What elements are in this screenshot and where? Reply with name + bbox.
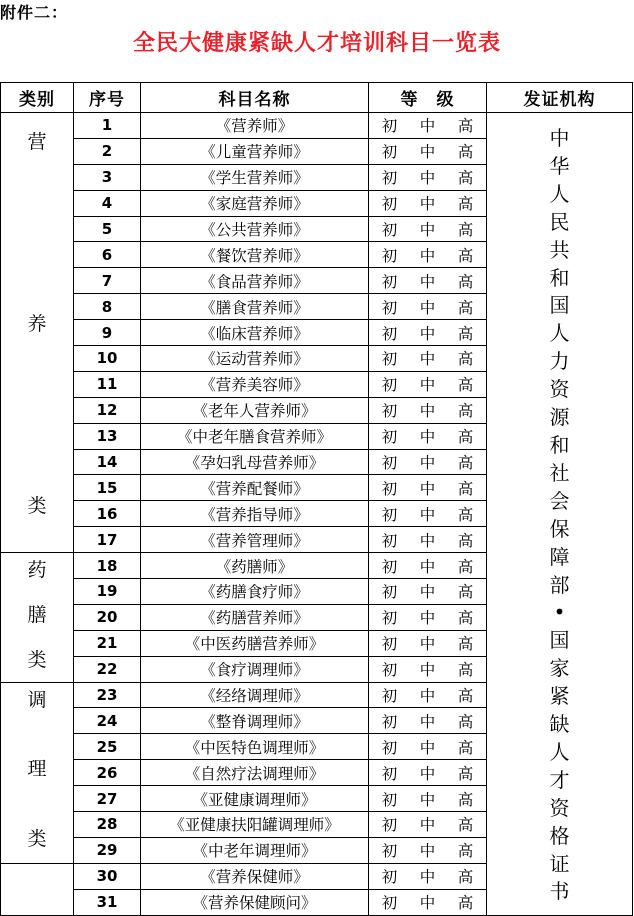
- header-category: 类别: [1, 83, 74, 113]
- level-value: 中: [419, 428, 436, 447]
- level-value: 初: [381, 531, 398, 550]
- issuer-char: 格: [549, 823, 570, 848]
- level-value: 中: [419, 531, 436, 550]
- issuer-char: 和: [549, 265, 570, 290]
- row-number: 19: [74, 579, 141, 605]
- issuer-char: 中: [549, 126, 570, 150]
- subject-name: 《亚健康调理师》: [141, 786, 369, 812]
- level-value: 高: [457, 764, 474, 783]
- level-value: 高: [457, 868, 474, 887]
- level-value: 中: [419, 687, 436, 706]
- level-value: 中: [419, 376, 436, 395]
- subject-name: 《运动营养师》: [141, 346, 369, 372]
- row-number: 16: [74, 501, 141, 527]
- issuer-char: 书: [549, 879, 570, 904]
- issuer-char: 部: [549, 572, 570, 597]
- level-value: 初: [381, 454, 398, 473]
- level-value: 中: [419, 609, 436, 628]
- row-number: 18: [74, 553, 141, 579]
- level-value: 初: [381, 661, 398, 680]
- level-cell: [369, 682, 487, 708]
- level-value: 高: [457, 402, 474, 421]
- level-cell: [369, 812, 487, 838]
- level-cell: [369, 837, 487, 863]
- category-cell: [1, 682, 74, 863]
- row-number: 2: [74, 138, 141, 164]
- level-cell: [369, 527, 487, 553]
- level-value: 中: [419, 842, 436, 861]
- level-value: 中: [419, 816, 436, 835]
- header-row: [1, 83, 633, 113]
- subject-name: 《营养美容师》: [141, 371, 369, 397]
- subject-name: 《药膳营养师》: [141, 604, 369, 630]
- row-number: 30: [74, 863, 141, 889]
- level-value: 中: [419, 272, 436, 291]
- level-value: 中: [419, 246, 436, 265]
- level-value: 中: [419, 221, 436, 239]
- level-value: 高: [457, 712, 474, 731]
- row-number: 29: [74, 837, 141, 863]
- issuer-char: 紧: [549, 684, 570, 709]
- level-cell: [369, 786, 487, 812]
- level-value: 初: [381, 272, 398, 291]
- level-cell: [369, 656, 487, 682]
- issuer-char: 华: [549, 153, 570, 178]
- level-cell: [369, 346, 487, 372]
- level-value: 高: [457, 557, 474, 576]
- subject-name: 《营养配餐师》: [141, 475, 369, 501]
- row-number: 1: [74, 113, 141, 139]
- level-value: 高: [457, 221, 474, 239]
- category-char: 类: [27, 827, 47, 850]
- subject-name: 《中医药膳营养师》: [141, 630, 369, 656]
- level-cell: [369, 604, 487, 630]
- subject-name: 《餐饮营养师》: [141, 242, 369, 268]
- level-value: 中: [419, 557, 436, 576]
- row-number: 5: [74, 216, 141, 242]
- level-cell: [369, 320, 487, 346]
- issuer-char: 力: [549, 349, 570, 374]
- level-value: 中: [419, 298, 436, 317]
- row-number: 12: [74, 397, 141, 423]
- level-value: 中: [419, 324, 436, 343]
- level-cell: [369, 760, 487, 786]
- level-value: 初: [381, 609, 398, 628]
- issuer-char: 家: [549, 656, 570, 681]
- level-value: 高: [457, 687, 474, 706]
- level-cell: [369, 708, 487, 734]
- issuer-text: [487, 113, 632, 906]
- issuer-char: 人: [549, 321, 570, 346]
- issuer-char: 人: [549, 181, 570, 206]
- level-cell: [369, 889, 487, 915]
- category-cell: [1, 553, 74, 682]
- level-value: 中: [419, 505, 436, 524]
- document-title: 全民大健康紧缺人才培训科目一览表: [132, 31, 501, 56]
- issuer-char: 才: [549, 767, 570, 792]
- level-value: 高: [457, 479, 474, 498]
- issuer-cell: [487, 113, 633, 916]
- header-level: 等 级: [369, 83, 487, 113]
- category-char: 营: [27, 131, 47, 153]
- category-char: 类: [27, 648, 47, 671]
- row-number: 25: [74, 734, 141, 760]
- level-value: 高: [457, 454, 474, 473]
- row-number: 20: [74, 604, 141, 630]
- issuer-char: 资: [549, 795, 570, 820]
- level-cell: [369, 863, 487, 889]
- level-cell: [369, 164, 487, 190]
- level-value: 初: [381, 298, 398, 317]
- level-value: 初: [381, 635, 398, 654]
- level-cell: [369, 371, 487, 397]
- table-row: [1, 113, 633, 139]
- category-char: 养: [27, 313, 47, 336]
- subject-name: 《药膳食疗师》: [141, 579, 369, 605]
- header-issuer: 发证机构: [487, 83, 633, 113]
- level-value: 初: [381, 816, 398, 835]
- level-value: 高: [457, 635, 474, 654]
- level-value: 高: [457, 195, 474, 214]
- subject-name: 《中医特色调理师》: [141, 734, 369, 760]
- level-cell: [369, 734, 487, 760]
- level-value: 中: [419, 350, 436, 369]
- row-number: 13: [74, 423, 141, 449]
- level-value: 中: [419, 738, 436, 757]
- subject-name: 《中老年膳食营养师》: [141, 423, 369, 449]
- subject-name: 《临床营养师》: [141, 320, 369, 346]
- level-value: 初: [381, 894, 398, 913]
- subject-name: 《营养保健顾问》: [141, 889, 369, 915]
- level-value: 初: [381, 169, 398, 188]
- level-value: 初: [381, 842, 398, 861]
- level-value: 高: [457, 350, 474, 369]
- level-value: 高: [457, 583, 474, 602]
- level-value: 高: [457, 298, 474, 317]
- category-cell: [1, 113, 74, 553]
- level-value: 初: [381, 557, 398, 576]
- subject-name: 《营养保健师》: [141, 863, 369, 889]
- row-number: 9: [74, 320, 141, 346]
- level-value: 初: [381, 738, 398, 757]
- row-number: 24: [74, 708, 141, 734]
- level-cell: [369, 242, 487, 268]
- issuer-char: 资: [549, 377, 570, 402]
- level-value: 初: [381, 687, 398, 706]
- level-value: 中: [419, 868, 436, 887]
- row-number: 4: [74, 190, 141, 216]
- attachment-label: 附件二：: [0, 3, 69, 22]
- issuer-char: 会: [549, 488, 570, 513]
- level-value: 中: [419, 764, 436, 783]
- category-char: 理: [27, 758, 47, 781]
- level-value: 初: [381, 583, 398, 602]
- level-value: 中: [419, 712, 436, 731]
- level-value: 高: [457, 531, 474, 550]
- level-value: 中: [419, 583, 436, 602]
- issuer-char: 障: [549, 544, 570, 569]
- level-cell: [369, 423, 487, 449]
- level-value: 初: [381, 324, 398, 343]
- subject-name: 《食品营养师》: [141, 268, 369, 294]
- subject-name: 《药膳师》: [141, 553, 369, 579]
- category-char: 类: [27, 495, 47, 518]
- level-value: 初: [381, 143, 398, 162]
- issuer-char: •: [553, 600, 566, 625]
- level-cell: [369, 397, 487, 423]
- level-value: 中: [419, 454, 436, 473]
- level-value: 高: [457, 661, 474, 680]
- level-value: 高: [457, 842, 474, 861]
- level-cell: [369, 190, 487, 216]
- level-value: 高: [457, 169, 474, 188]
- row-number: 15: [74, 475, 141, 501]
- subject-name: 《营养管理师》: [141, 527, 369, 553]
- table-body: [1, 113, 633, 916]
- level-cell: [369, 449, 487, 475]
- row-number: 7: [74, 268, 141, 294]
- level-value: 初: [381, 790, 398, 809]
- level-value: 初: [381, 764, 398, 783]
- row-number: 8: [74, 294, 141, 320]
- level-value: 中: [419, 402, 436, 421]
- level-value: 中: [419, 143, 436, 162]
- level-value: 高: [457, 324, 474, 343]
- level-value: 高: [457, 272, 474, 291]
- issuer-char: 源: [549, 405, 570, 430]
- row-number: 14: [74, 449, 141, 475]
- subject-name: 《儿童营养师》: [141, 138, 369, 164]
- level-value: 中: [419, 195, 436, 214]
- subject-name: 《经络调理师》: [141, 682, 369, 708]
- subject-name: 《中老年调理师》: [141, 837, 369, 863]
- level-value: 高: [457, 246, 474, 265]
- level-value: 中: [419, 661, 436, 680]
- level-cell: [369, 113, 487, 139]
- level-cell: [369, 630, 487, 656]
- level-value: 初: [381, 195, 398, 214]
- level-value: 高: [457, 609, 474, 628]
- subject-name: 《营养指导师》: [141, 501, 369, 527]
- category-cell: [1, 863, 74, 915]
- row-number: 31: [74, 889, 141, 915]
- level-value: 初: [381, 428, 398, 447]
- level-value: 初: [381, 479, 398, 498]
- level-cell: [369, 553, 487, 579]
- subject-name: 《老年人营养师》: [141, 397, 369, 423]
- row-number: 17: [74, 527, 141, 553]
- level-cell: [369, 294, 487, 320]
- row-number: 6: [74, 242, 141, 268]
- level-cell: [369, 216, 487, 242]
- level-value: 初: [381, 246, 398, 265]
- level-value: 高: [457, 505, 474, 524]
- level-value: 初: [381, 868, 398, 887]
- row-number: 22: [74, 656, 141, 682]
- issuer-char: 国: [549, 628, 570, 653]
- level-value: 高: [457, 738, 474, 757]
- subject-name: 《食疗调理师》: [141, 656, 369, 682]
- level-cell: [369, 138, 487, 164]
- row-number: 28: [74, 812, 141, 838]
- level-cell: [369, 579, 487, 605]
- level-value: 初: [381, 117, 398, 136]
- subject-name: 《孕妇乳母营养师》: [141, 449, 369, 475]
- level-value: 高: [457, 816, 474, 835]
- issuer-char: 民: [549, 209, 570, 234]
- level-cell: [369, 501, 487, 527]
- category-char: 调: [27, 688, 47, 711]
- subject-name: 《家庭营养师》: [141, 190, 369, 216]
- level-value: 中: [419, 894, 436, 913]
- subject-name: 《学生营养师》: [141, 164, 369, 190]
- level-value: 高: [457, 790, 474, 809]
- row-number: 3: [74, 164, 141, 190]
- level-value: 高: [457, 117, 474, 136]
- level-value: 高: [457, 428, 474, 447]
- issuer-char: 人: [549, 739, 570, 764]
- level-value: 初: [381, 505, 398, 524]
- level-value: 初: [381, 221, 398, 239]
- level-value: 高: [457, 376, 474, 395]
- subject-name: 《自然疗法调理师》: [141, 760, 369, 786]
- issuer-char: 证: [549, 851, 570, 876]
- level-value: 初: [381, 712, 398, 731]
- level-value: 中: [419, 117, 436, 136]
- category-char: 膳: [27, 603, 47, 626]
- issuer-char: 缺: [549, 712, 570, 737]
- level-value: 高: [457, 143, 474, 162]
- row-number: 26: [74, 760, 141, 786]
- subject-table: [0, 82, 633, 916]
- row-number: 23: [74, 682, 141, 708]
- header-number: 序号: [74, 83, 141, 113]
- level-value: 中: [419, 479, 436, 498]
- level-cell: [369, 475, 487, 501]
- level-cell: [369, 268, 487, 294]
- issuer-char: 共: [549, 237, 570, 262]
- row-number: 21: [74, 630, 141, 656]
- level-value: 高: [457, 894, 474, 913]
- level-value: 初: [381, 350, 398, 369]
- subject-name: 《营养师》: [141, 113, 369, 139]
- level-value: 初: [381, 402, 398, 421]
- subject-name: 《整脊调理师》: [141, 708, 369, 734]
- level-value: 初: [381, 376, 398, 395]
- issuer-char: 国: [549, 293, 570, 318]
- row-number: 11: [74, 371, 141, 397]
- row-number: 10: [74, 346, 141, 372]
- issuer-char: 和: [549, 432, 570, 457]
- level-value: 中: [419, 635, 436, 654]
- level-value: 中: [419, 169, 436, 188]
- subject-name: 《膳食营养师》: [141, 294, 369, 320]
- issuer-char: 社: [549, 460, 570, 485]
- header-subject: 科目名称: [141, 83, 369, 113]
- category-char: 药: [27, 559, 47, 582]
- subject-name: 《公共营养师》: [141, 216, 369, 242]
- subject-name: 《亚健康扶阳罐调理师》: [141, 812, 369, 838]
- row-number: 27: [74, 786, 141, 812]
- level-value: 中: [419, 790, 436, 809]
- issuer-char: 保: [549, 516, 570, 541]
